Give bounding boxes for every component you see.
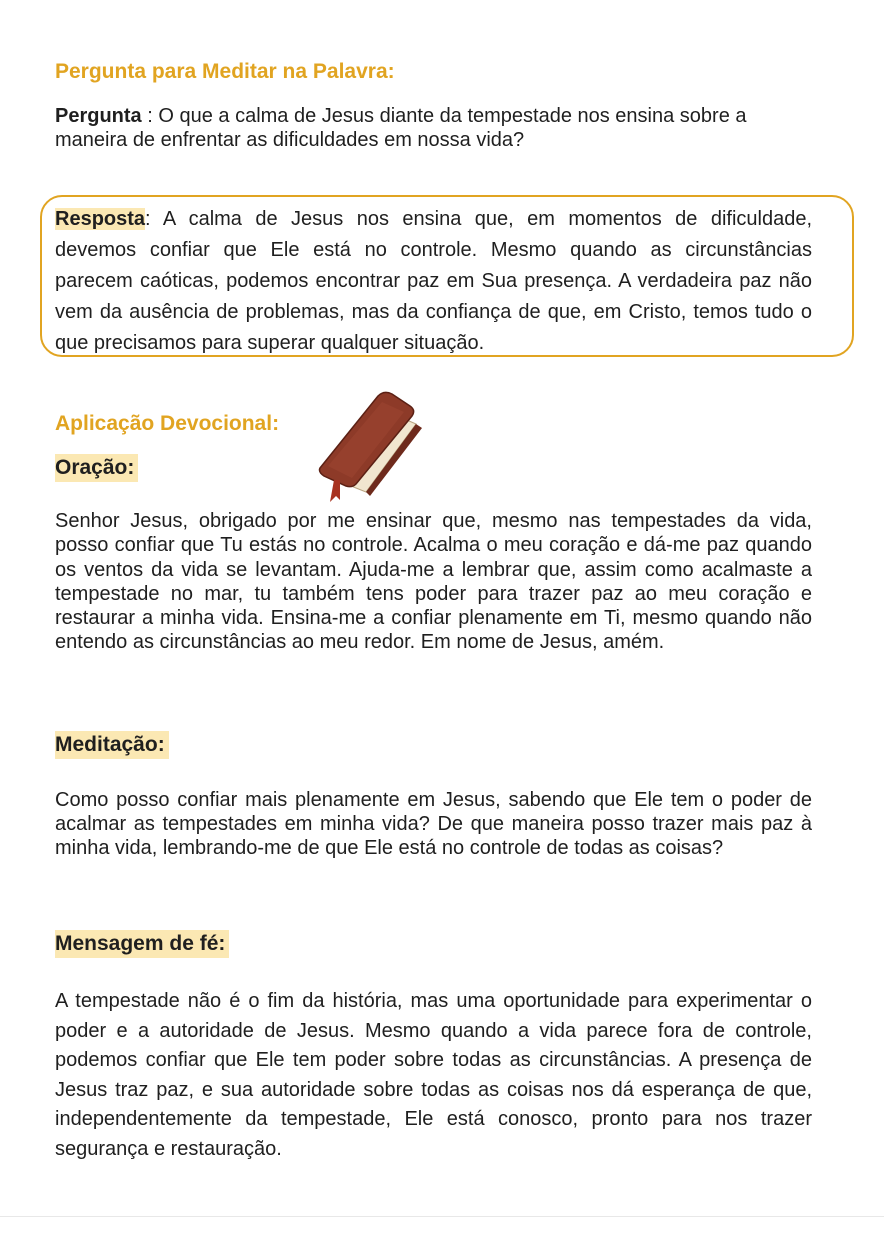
question-label: Pergunta — [55, 105, 142, 127]
question-text: : O que a calma de Jesus diante da tempestade nos ensina sobre a maneira de enfrentar as dificuldades em nossa vida? — [55, 105, 747, 151]
faith-message-text: A tempestade não é o fim da história, mas uma oportunidade para experimentar o poder e a autoridade de Jesus. Mesmo quando a vida parece fora de controle, podemos confiar que Ele tem poder sobre todas as circunstâncias. A presença de Jesus traz paz, e sua autoridade sobre todas as coisas nos dá esperança de que, independentemente da tempestade, Ele está conosco, pronto para nos trazer segurança e restauração. — [55, 990, 812, 1160]
meditation-heading-wrap — [55, 731, 169, 759]
page-bottom-divider — [0, 1216, 884, 1217]
faith-message-heading-wrap — [55, 930, 229, 958]
meditation-heading: Meditação: — [55, 731, 169, 759]
answer-text: : A calma de Jesus nos ensina que, em momentos de dificuldade, devemos confiar que Ele está no controle. Mesmo quando as circunstâncias parecem caóticas, podemos encontrar paz em Sua presença. A verdadeira paz não vem da ausência de problemas, mas da confiança de que, em Cristo, temos tudo o que precisamos para superar qualquer situação. — [55, 208, 812, 354]
prayer-text: Senhor Jesus, obrigado por me ensinar que, mesmo nas tempestades da vida, posso confiar que Tu estás no controle. Acalma o meu coração e dá-me paz quando os ventos da vida se levantam. Ajuda-me a lembrar que, assim como acalmaste a tempestade no mar, tu também tens poder para trazer paz ao meu coração e restaurar a minha vida. Ensina-me a confiar plenamente em Ti, mesmo quando não entendo as circunstâncias ao meu redor. Em nome de Jesus, amém. — [55, 510, 812, 654]
question-section-title: Pergunta para Meditar na Palavra: — [55, 60, 395, 83]
answer-label: Resposta — [55, 208, 146, 230]
prayer-heading-wrap — [55, 454, 138, 482]
meditation-text: Como posso confiar mais plenamente em Jesus, sabendo que Ele tem o poder de acalmar as tempestades em minha vida? De que maneira posso trazer mais paz à minha vida, lembrando-me de que Ele está no controle de todas as coisas? — [55, 789, 812, 859]
question-paragraph — [55, 104, 775, 152]
bible-book-icon — [312, 380, 434, 502]
devotional-section-title: Aplicação Devocional: — [55, 412, 280, 435]
faith-message-heading: Mensagem de fé: — [55, 930, 229, 958]
answer-paragraph — [55, 204, 812, 359]
prayer-heading: Oração: — [55, 454, 138, 482]
